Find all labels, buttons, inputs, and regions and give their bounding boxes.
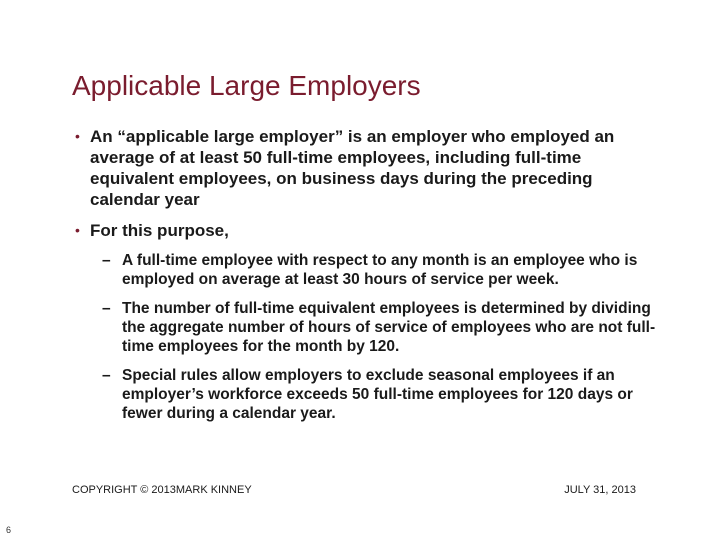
- sub-bullet-item: [102, 366, 662, 423]
- bullet-item: [72, 220, 662, 241]
- bullet-text: An “applicable large employer” is an employer who employed an average of at least 50 full-time employees, including full-time equivalent employees, on business days during the preceding calendar year: [90, 127, 615, 209]
- bullet-text: For this purpose,: [90, 221, 229, 240]
- dash-marker: –: [102, 300, 111, 317]
- bullet-marker: •: [75, 222, 80, 238]
- sub-bullet-text: Special rules allow employers to exclude seasonal employees if an employer’s workforce exceeds 50 full-time employees for 120 days or fewer during a calendar year.: [122, 367, 633, 422]
- bullet-marker: •: [75, 128, 80, 144]
- sub-bullet-list: [102, 251, 662, 423]
- page-number: 6: [6, 525, 12, 535]
- sub-bullet-item: [102, 251, 662, 289]
- bullet-item: [72, 126, 662, 210]
- dash-marker: –: [102, 252, 111, 269]
- sub-bullet-text: The number of full-time equivalent employees is determined by dividing the aggregate number of hours of service of employees who are not full-time employees for the month by 120.: [122, 300, 656, 355]
- bullet-list: [72, 126, 662, 433]
- footer-copyright: COPYRIGHT © 2013MARK KINNEY: [72, 484, 252, 496]
- sub-bullet-text: A full-time employee with respect to any month is an employee who is employed on average at least 30 hours of service per week.: [122, 252, 638, 288]
- footer-date: JULY 31, 2013: [564, 484, 636, 496]
- dash-marker: –: [102, 367, 111, 384]
- sub-bullet-item: [102, 299, 662, 356]
- slide-title: Applicable Large Employers: [72, 70, 421, 101]
